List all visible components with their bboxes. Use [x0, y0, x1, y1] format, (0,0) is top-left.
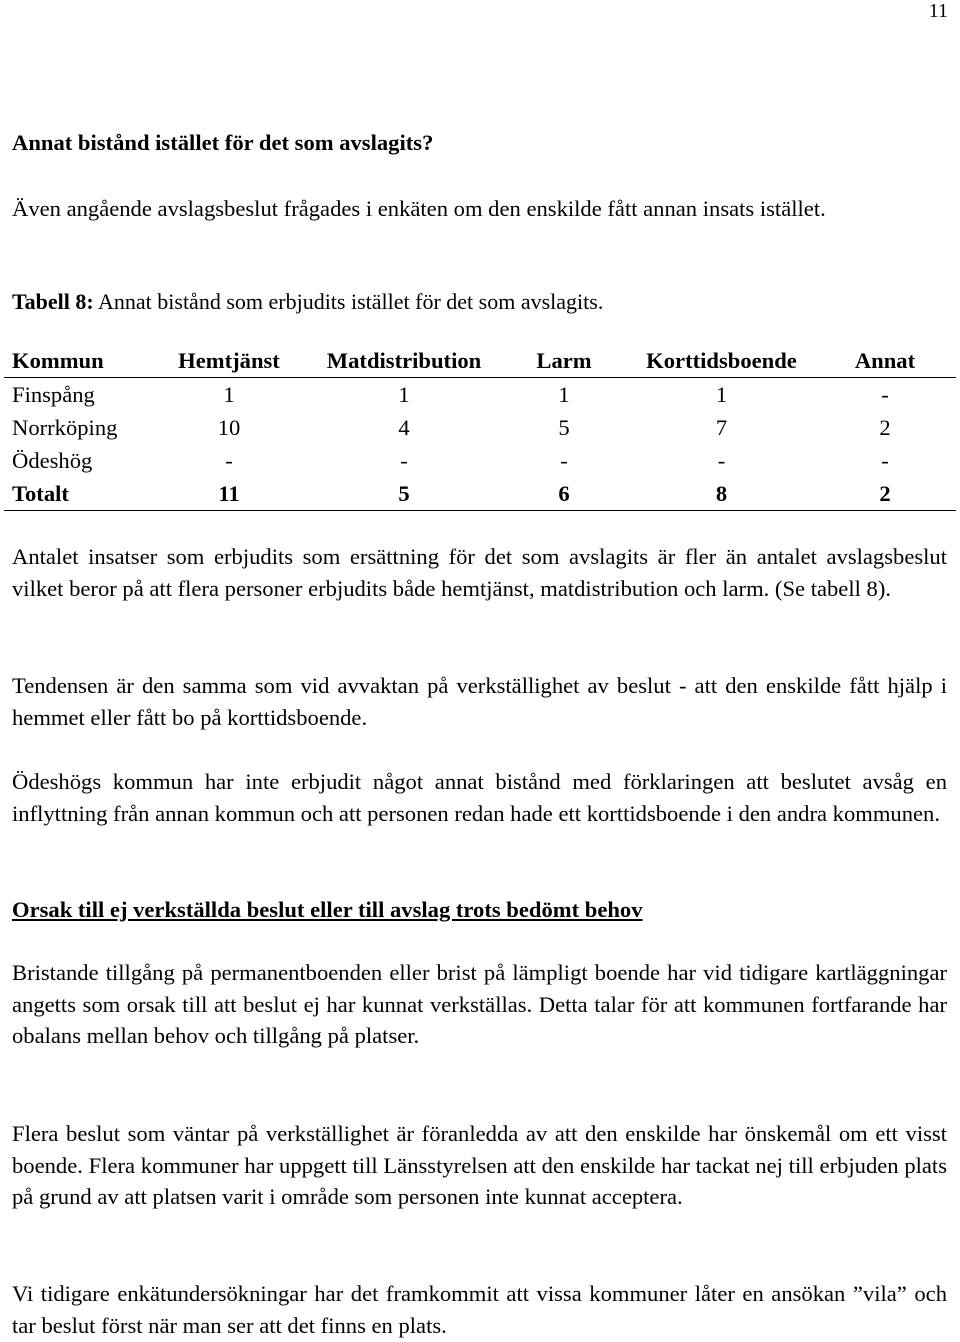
column-header-matdistribution: Matdistribution	[309, 344, 499, 378]
section-heading-underlined: Orsak till ej verkställda beslut eller till avslag trots bedömt behov	[12, 897, 643, 922]
table-total-row	[4, 477, 956, 511]
table-cell: 1	[398, 382, 410, 407]
table-header-row	[4, 344, 956, 378]
table-cell: 6	[499, 477, 629, 511]
table-cell: Ödeshög	[12, 448, 93, 473]
table-cell: 2	[814, 477, 956, 511]
table-cell: 10	[217, 415, 241, 440]
table-cell: -	[717, 448, 726, 473]
table-row	[4, 411, 956, 444]
table-cell: Finspång	[12, 382, 95, 407]
body-paragraph: Bristande tillgång på permanentboenden eller brist på lämpligt boende har vid tidigare kartläggningar angetts som orsak till att beslut ej har kunnat verkställas. Detta talar för att kommunen fortfarande har obalans mellan behov och tillgång på platser.	[12, 960, 947, 1048]
body-paragraph: Tendensen är den samma som vid avvaktan på verkställighet av beslut - att den enskilde fått hjälp i hemmet eller fått bo på korttidsboende.	[12, 673, 947, 730]
table-cell: 8	[629, 477, 814, 511]
table-cell: 5	[558, 415, 570, 440]
table-row	[4, 444, 956, 477]
table-cell: 5	[309, 477, 499, 511]
page-number: 11	[928, 0, 948, 22]
column-header-kommun: Kommun	[4, 344, 149, 378]
table-cell: 4	[398, 415, 410, 440]
table-cell: 7	[715, 415, 728, 440]
section-heading: Annat bistånd istället för det som avslagits?	[12, 130, 434, 155]
column-header-korttidsboende: Korttidsboende	[629, 344, 814, 378]
table-cell: -	[560, 448, 568, 473]
column-header-annat: Annat	[814, 344, 956, 378]
table-cell: -	[400, 448, 408, 473]
table-cell: 2	[879, 415, 891, 440]
body-paragraph: Antalet insatser som erbjudits som ersättning för det som avslagits är fler än antalet avslagsbeslut vilket beror på att flera personer erbjudits både hemtjänst, matdistribution och larm. (Se tabell 8).	[12, 544, 947, 601]
table-cell: 1	[715, 382, 728, 407]
table-caption-text: Annat bistånd som erbjudits istället för det som avslagits.	[93, 289, 604, 314]
column-header-hemtjanst: Hemtjänst	[149, 344, 309, 378]
table-cell: Norrköping	[12, 415, 118, 440]
table-cell: -	[881, 382, 889, 407]
body-paragraph: Vi tidigare enkätundersökningar har det framkommit att vissa kommuner låter en ansökan ”vila” och tar beslut först när man ser att det finns en plats.	[12, 1281, 947, 1338]
table-row	[4, 378, 956, 412]
intro-paragraph: Även angående avslagsbeslut frågades i enkäten om den enskilde fått annan insats istället.	[12, 196, 826, 221]
table-cell: 1	[223, 382, 235, 407]
table-cell: 11	[149, 477, 309, 511]
table-caption	[12, 286, 947, 318]
body-paragraph: Flera beslut som väntar på verkställighet är föranledda av att den enskilde har önskemål om ett visst boende. Flera kommuner har uppgett till Länsstyrelsen att den enskilde har tackat nej till erbjuden plats på grund av att platsen varit i område som personen inte kunnat acceptera.	[12, 1121, 947, 1209]
table-caption-label: Tabell 8:	[12, 289, 94, 314]
table-cell: Totalt	[4, 477, 149, 511]
table-cell: 1	[558, 382, 570, 407]
table-cell: -	[225, 448, 233, 473]
body-paragraph: Ödeshögs kommun har inte erbjudit något annat bistånd med förklaringen att beslutet avsåg en inflyttning från annan kommun och att personen redan hade ett korttidsboende i den andra kommunen.	[12, 769, 947, 826]
table-cell: -	[881, 448, 889, 473]
data-table	[4, 344, 956, 511]
column-header-larm: Larm	[499, 344, 629, 378]
